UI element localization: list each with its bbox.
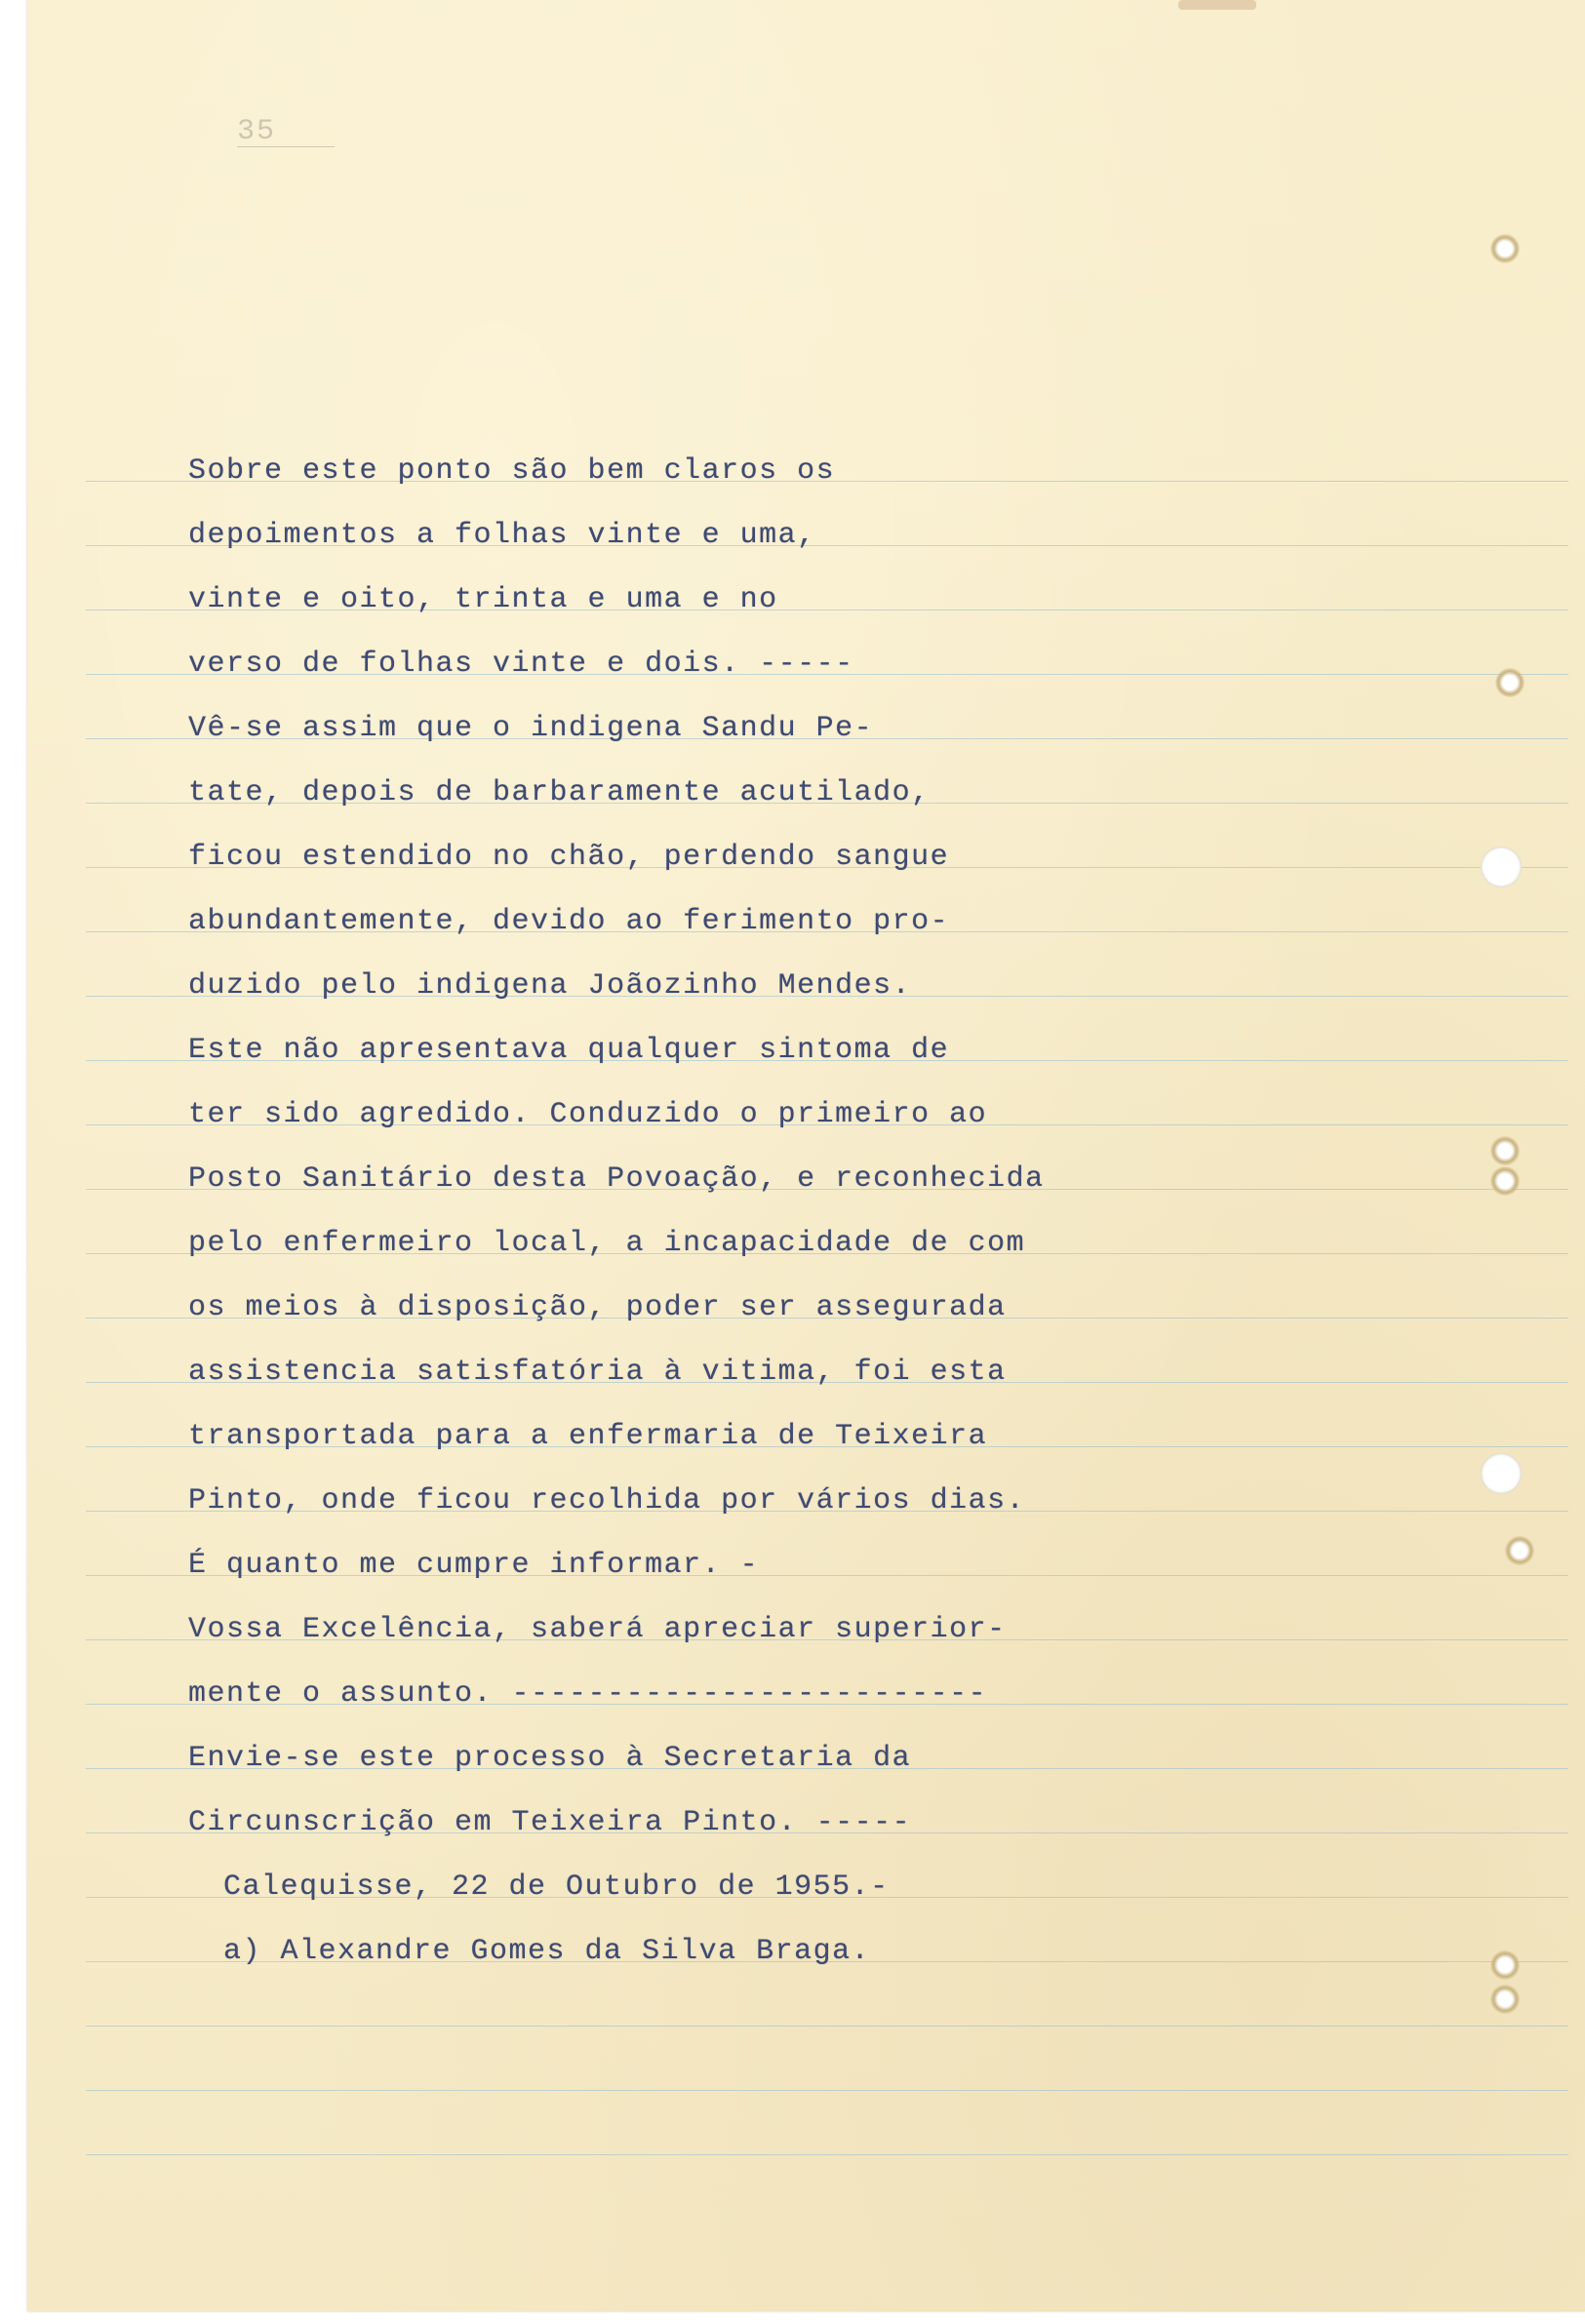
page-number-underline <box>237 146 335 147</box>
ruled-line <box>86 2090 1568 2091</box>
punch-hole <box>1490 234 1520 263</box>
text-line: Este não apresentava qualquer sintoma de <box>188 1034 950 1067</box>
ruled-line <box>86 2154 1568 2155</box>
punch-hole <box>1490 1166 1520 1196</box>
text-line: Circunscrição em Teixeira Pinto. ----- <box>188 1806 912 1839</box>
text-line: abundantemente, devido ao ferimento pro- <box>188 905 950 938</box>
text-line: ficou estendido no chão, perdendo sangue <box>188 841 950 874</box>
text-line: Envie-se este processo à Secretaria da <box>188 1742 912 1775</box>
punch-hole <box>1490 1985 1520 2014</box>
text-line: vinte e oito, trinta e uma e no <box>188 583 778 616</box>
signature-line: a) Alexandre Gomes da Silva Braga. <box>223 1935 871 1968</box>
page-number: 35 <box>237 115 277 148</box>
text-line: mente o assunto. ------------------------- <box>188 1677 988 1711</box>
punch-hole <box>1495 668 1525 697</box>
text-line: os meios à disposição, poder ser assegurada <box>188 1291 1007 1324</box>
text-line: Posto Sanitário desta Povoação, e reconhecida <box>188 1162 1045 1196</box>
punch-hole <box>1490 1950 1520 1980</box>
punch-hole <box>1481 847 1522 887</box>
text-line: É quanto me cumpre informar. - <box>188 1549 760 1582</box>
text-line: ter sido agredido. Conduzido o primeiro ao <box>188 1098 988 1131</box>
text-line: depoimentos a folhas vinte e uma, <box>188 519 816 552</box>
text-line: assistencia satisfatória à vitima, foi esta <box>188 1356 1007 1389</box>
punch-hole <box>1505 1536 1534 1565</box>
punch-hole <box>1490 1136 1520 1165</box>
text-line: Vossa Excelência, saberá apreciar superior- <box>188 1613 1007 1646</box>
punch-hole <box>1481 1453 1522 1494</box>
ruled-line <box>86 2026 1568 2027</box>
text-line: verso de folhas vinte e dois. ----- <box>188 648 854 681</box>
text-line: tate, depois de barbaramente acutilado, <box>188 776 931 809</box>
edge-stain <box>1178 0 1256 10</box>
place-date-line: Calequisse, 22 de Outubro de 1955.- <box>223 1871 890 1904</box>
text-line: transportada para a enfermaria de Teixeira <box>188 1420 988 1453</box>
typed-letter-body <box>188 439 1164 1984</box>
text-line: Sobre este ponto são bem claros os <box>188 454 836 488</box>
text-line: Pinto, onde ficou recolhida por vários dias. <box>188 1484 1026 1517</box>
text-line: Vê-se assim que o indigena Sandu Pe- <box>188 712 874 745</box>
text-line: pelo enfermeiro local, a incapacidade de com <box>188 1227 1026 1260</box>
paper-sheet <box>27 0 1585 2311</box>
text-line: duzido pelo indigena Joãozinho Mendes. <box>188 969 912 1003</box>
